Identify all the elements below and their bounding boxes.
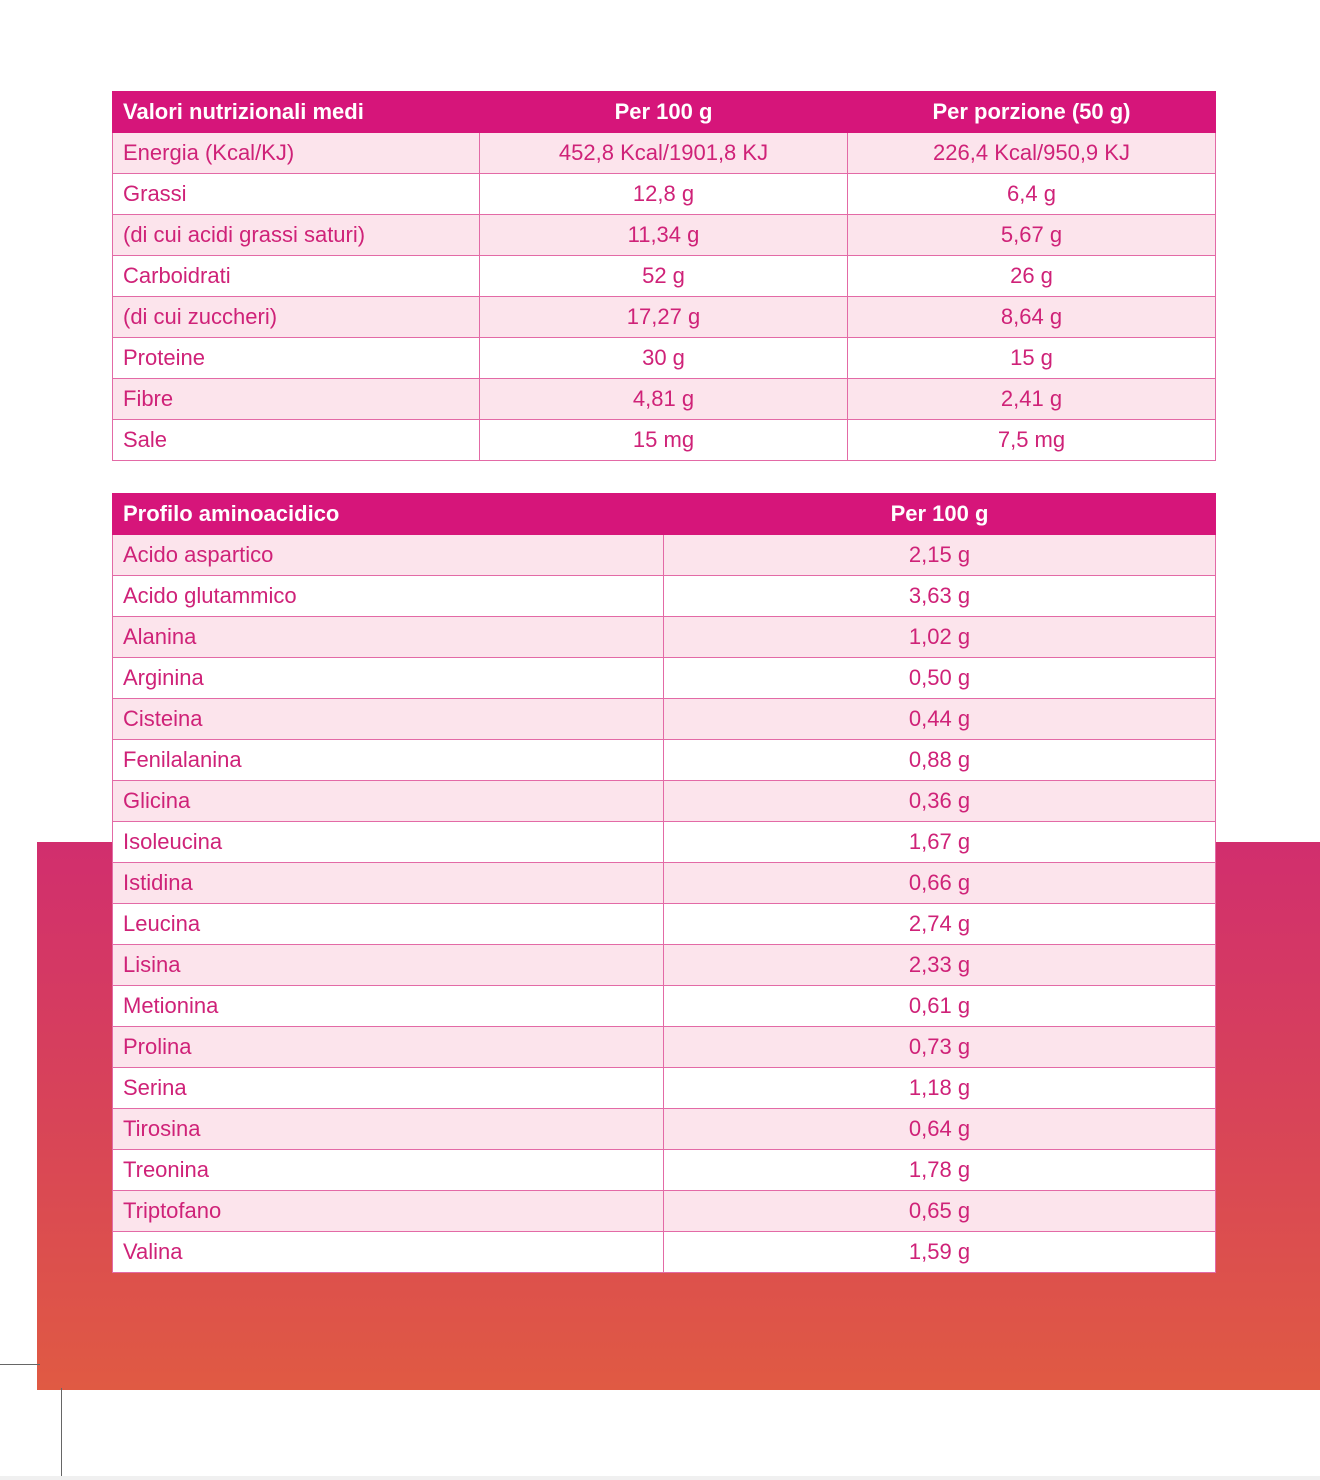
table-row — [113, 1232, 1216, 1273]
value-per-portion: 7,5 mg — [848, 420, 1216, 461]
table-row — [113, 699, 1216, 740]
table-row — [113, 1191, 1216, 1232]
amino-acid-label: Acido aspartico — [113, 535, 664, 576]
nutrition-facts-table — [112, 91, 1216, 461]
value-per-100g: 2,15 g — [664, 535, 1216, 576]
value-per-portion: 6,4 g — [848, 174, 1216, 215]
table-row — [113, 863, 1216, 904]
table-row — [113, 1150, 1216, 1191]
table-row — [113, 256, 1216, 297]
table-row — [113, 297, 1216, 338]
amino-acid-label: Valina — [113, 1232, 664, 1273]
value-per-100g: 0,61 g — [664, 986, 1216, 1027]
value-per-100g: 1,02 g — [664, 617, 1216, 658]
nutrition-table-body — [113, 133, 1216, 461]
table-row — [113, 338, 1216, 379]
amino-acid-label: Arginina — [113, 658, 664, 699]
nutrient-label: Fibre — [113, 379, 480, 420]
table-row — [113, 945, 1216, 986]
value-per-100g: 3,63 g — [664, 576, 1216, 617]
amino-acid-label: Glicina — [113, 781, 664, 822]
amino-acid-label: Acido glutammico — [113, 576, 664, 617]
value-per-100g: 2,33 g — [664, 945, 1216, 986]
amino-acid-label: Isoleucina — [113, 822, 664, 863]
table-row — [113, 133, 1216, 174]
value-per-100g: 17,27 g — [480, 297, 848, 338]
table-row — [113, 215, 1216, 256]
amino-acid-label: Istidina — [113, 863, 664, 904]
nutrient-label: Proteine — [113, 338, 480, 379]
header-amino-acid: Profilo aminoacidico — [113, 494, 664, 535]
table-row — [113, 740, 1216, 781]
table-row — [113, 535, 1216, 576]
value-per-100g: 0,36 g — [664, 781, 1216, 822]
amino-acid-label: Treonina — [113, 1150, 664, 1191]
amino-acid-label: Metionina — [113, 986, 664, 1027]
table-header-row — [113, 92, 1216, 133]
value-per-100g: 0,88 g — [664, 740, 1216, 781]
amino-table-body — [113, 535, 1216, 1273]
nutrient-label: Sale — [113, 420, 480, 461]
nutrient-label: Carboidrati — [113, 256, 480, 297]
header-nutrient: Valori nutrizionali medi — [113, 92, 480, 133]
nutrient-label: Energia (Kcal/KJ) — [113, 133, 480, 174]
amino-acid-label: Lisina — [113, 945, 664, 986]
nutrient-label: Grassi — [113, 174, 480, 215]
amino-acid-label: Serina — [113, 1068, 664, 1109]
amino-acid-label: Fenilalanina — [113, 740, 664, 781]
value-per-100g: 52 g — [480, 256, 848, 297]
amino-acid-profile-table — [112, 493, 1216, 1273]
value-per-100g: 1,78 g — [664, 1150, 1216, 1191]
table-row — [113, 781, 1216, 822]
value-per-100g: 0,65 g — [664, 1191, 1216, 1232]
table-row — [113, 822, 1216, 863]
table-row — [113, 379, 1216, 420]
value-per-100g: 15 mg — [480, 420, 848, 461]
amino-acid-label: Leucina — [113, 904, 664, 945]
value-per-100g: 0,44 g — [664, 699, 1216, 740]
table-row — [113, 658, 1216, 699]
value-per-100g: 1,59 g — [664, 1232, 1216, 1273]
header-per-portion: Per porzione (50 g) — [848, 92, 1216, 133]
amino-acid-label: Prolina — [113, 1027, 664, 1068]
value-per-portion: 8,64 g — [848, 297, 1216, 338]
value-per-portion: 26 g — [848, 256, 1216, 297]
value-per-100g: 1,67 g — [664, 822, 1216, 863]
value-per-100g: 0,66 g — [664, 863, 1216, 904]
table-row — [113, 1109, 1216, 1150]
table-row — [113, 420, 1216, 461]
table-row — [113, 576, 1216, 617]
amino-acid-label: Cisteina — [113, 699, 664, 740]
nutrient-label: (di cui zuccheri) — [113, 297, 480, 338]
amino-acid-label: Alanina — [113, 617, 664, 658]
value-per-100g: 0,64 g — [664, 1109, 1216, 1150]
crop-mark-vertical — [61, 1388, 62, 1480]
table-header-row — [113, 494, 1216, 535]
value-per-100g: 1,18 g — [664, 1068, 1216, 1109]
nutrient-label: (di cui acidi grassi saturi) — [113, 215, 480, 256]
value-per-100g: 12,8 g — [480, 174, 848, 215]
value-per-100g: 0,73 g — [664, 1027, 1216, 1068]
value-per-100g: 0,50 g — [664, 658, 1216, 699]
header-per-100g: Per 100 g — [480, 92, 848, 133]
value-per-portion: 15 g — [848, 338, 1216, 379]
amino-acid-label: Tirosina — [113, 1109, 664, 1150]
table-row — [113, 986, 1216, 1027]
crop-mark-horizontal — [0, 1364, 40, 1365]
value-per-portion: 2,41 g — [848, 379, 1216, 420]
value-per-100g: 4,81 g — [480, 379, 848, 420]
amino-acid-label: Triptofano — [113, 1191, 664, 1232]
header-per-100g: Per 100 g — [664, 494, 1216, 535]
value-per-100g: 2,74 g — [664, 904, 1216, 945]
value-per-100g: 30 g — [480, 338, 848, 379]
value-per-portion: 5,67 g — [848, 215, 1216, 256]
value-per-portion: 226,4 Kcal/950,9 KJ — [848, 133, 1216, 174]
table-row — [113, 904, 1216, 945]
page-bottom-edge — [0, 1476, 1320, 1480]
value-per-100g: 11,34 g — [480, 215, 848, 256]
value-per-100g: 452,8 Kcal/1901,8 KJ — [480, 133, 848, 174]
table-row — [113, 1027, 1216, 1068]
table-row — [113, 1068, 1216, 1109]
table-row — [113, 174, 1216, 215]
table-row — [113, 617, 1216, 658]
